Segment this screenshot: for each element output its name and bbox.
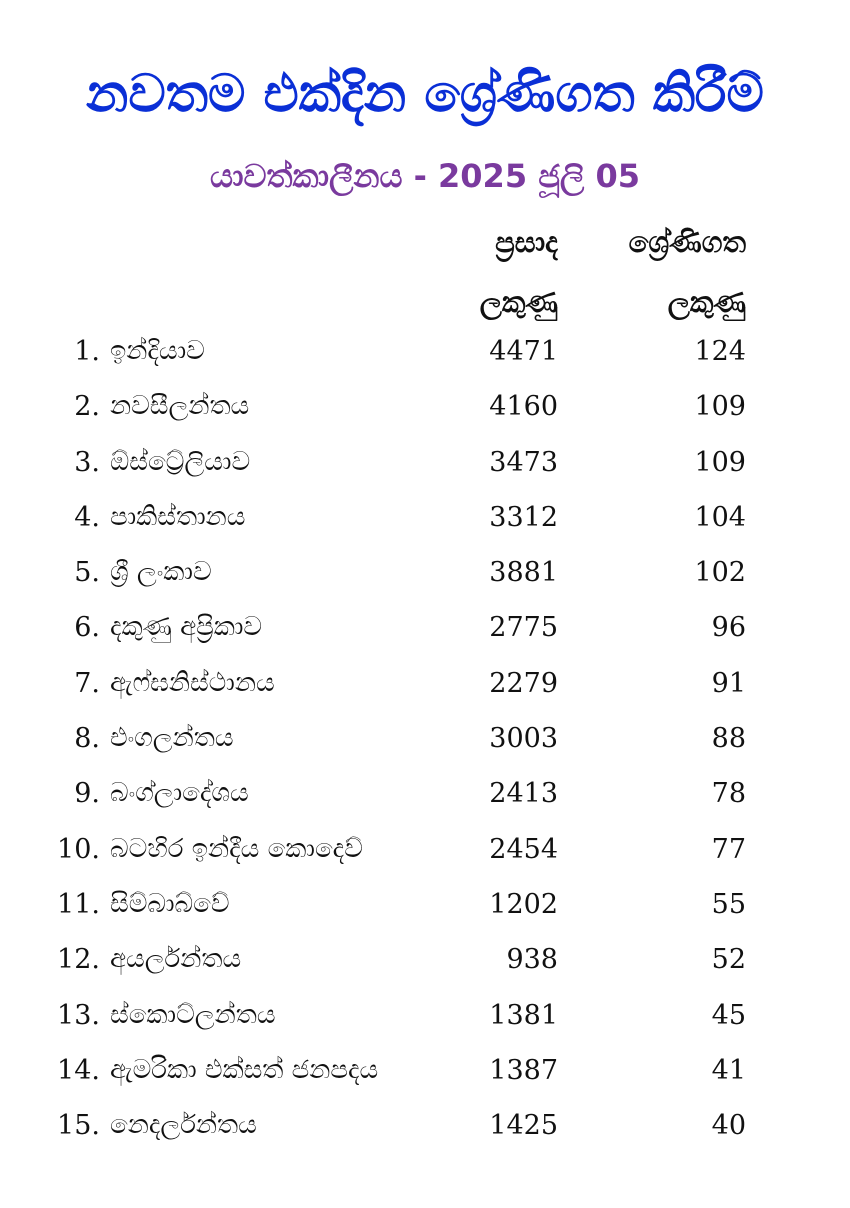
rankings-table: [0, 324, 850, 1153]
points-header-line2: ලකුණු: [479, 285, 558, 319]
team-name: නෙදර්ලන්තය: [110, 1110, 257, 1141]
points-value: 2413: [489, 778, 558, 810]
points-value: 4160: [489, 391, 558, 423]
team-name: ශ්‍රී ලංකාව: [110, 557, 212, 588]
rating-value: 41: [711, 1054, 746, 1086]
team-name: පාකිස්තානය: [110, 501, 246, 532]
points-value: 3881: [489, 557, 558, 589]
team-name: ඕස්ට්‍රේලියාව: [110, 446, 251, 477]
rank-number: 9.: [74, 778, 100, 810]
rank-number: 10.: [57, 833, 100, 865]
points-header-line1: ප්‍රසාද: [495, 225, 558, 259]
rating-value: 102: [694, 557, 746, 589]
points-value: 1202: [489, 888, 558, 920]
table-row: [0, 600, 850, 655]
update-date-subtitle: යාවත්කාලීනය - 2025 ජූලි 05: [210, 157, 640, 195]
rating-value: 91: [711, 667, 746, 699]
rank-number: 5.: [74, 557, 100, 589]
table-row: [0, 1043, 850, 1098]
team-name: ඇමරිකා එක්සත් ජනපදය: [110, 1054, 379, 1085]
rank-number: 1.: [74, 336, 100, 367]
rating-value: 104: [694, 501, 746, 533]
table-row: [0, 490, 850, 545]
table-row: [0, 1098, 850, 1153]
rating-value: 40: [711, 1110, 746, 1142]
points-value: 938: [506, 944, 558, 976]
points-value: 3312: [489, 501, 558, 533]
rating-value: 52: [711, 944, 746, 976]
points-value: 2279: [489, 667, 558, 699]
team-name: නවසීලන්තය: [110, 391, 250, 422]
table-row: [0, 932, 850, 987]
points-value: 2454: [489, 833, 558, 865]
table-row: [0, 656, 850, 711]
rating-value: 78: [711, 778, 746, 810]
rating-value: 109: [694, 446, 746, 478]
rating-value: 96: [711, 612, 746, 644]
rank-number: 8.: [74, 723, 100, 755]
rating-value: 124: [694, 336, 746, 367]
rank-number: 13.: [57, 999, 100, 1031]
table-row: [0, 988, 850, 1043]
rank-number: 6.: [74, 612, 100, 644]
rating-value: 45: [711, 999, 746, 1031]
table-row: [0, 766, 850, 821]
table-row: [0, 435, 850, 490]
rank-number: 14.: [57, 1054, 100, 1086]
rank-number: 12.: [57, 944, 100, 976]
team-name: ඇෆ්ඝනිස්ථානය: [110, 667, 275, 698]
team-name: බටහිර ඉන්දීය කොදෙව්: [110, 833, 363, 864]
team-name: සිම්බාබ්වේ: [110, 888, 230, 919]
table-row: [0, 822, 850, 877]
table-row: [0, 545, 850, 600]
rating-value: 109: [694, 391, 746, 423]
points-value: 4471: [489, 336, 558, 367]
rank-number: 3.: [74, 446, 100, 478]
points-value: 3003: [489, 723, 558, 755]
rank-number: 11.: [57, 888, 100, 920]
team-name: ස්කොට්ලන්තය: [110, 999, 276, 1030]
points-value: 1381: [489, 999, 558, 1031]
points-value: 2775: [489, 612, 558, 644]
team-name: බංග්ලාදේශය: [110, 778, 249, 809]
rank-number: 7.: [74, 667, 100, 699]
rating-header-line1: ශ්‍රේණිගත: [628, 225, 746, 259]
team-name: එංගලන්තය: [110, 723, 234, 754]
rating-header-line2: ලකුණු: [667, 285, 746, 319]
rating-value: 77: [711, 833, 746, 865]
rating-value: 88: [711, 723, 746, 755]
team-name: දකුණු අප්‍රිකාව: [110, 612, 263, 643]
rank-number: 4.: [74, 501, 100, 533]
page-title: නවතම එක්දින ශ්‍රේණිගත කිරීම්: [86, 64, 764, 124]
team-name: අයර්ලන්තය: [110, 944, 242, 975]
rank-number: 2.: [74, 391, 100, 423]
points-value: 3473: [489, 446, 558, 478]
points-value: 1387: [489, 1054, 558, 1086]
rank-number: 15.: [57, 1110, 100, 1142]
points-value: 1425: [489, 1110, 558, 1142]
rating-value: 55: [711, 888, 746, 920]
table-row: [0, 711, 850, 766]
table-row: [0, 324, 850, 379]
table-row: [0, 379, 850, 434]
table-row: [0, 877, 850, 932]
team-name: ඉන්දියාව: [110, 336, 205, 366]
